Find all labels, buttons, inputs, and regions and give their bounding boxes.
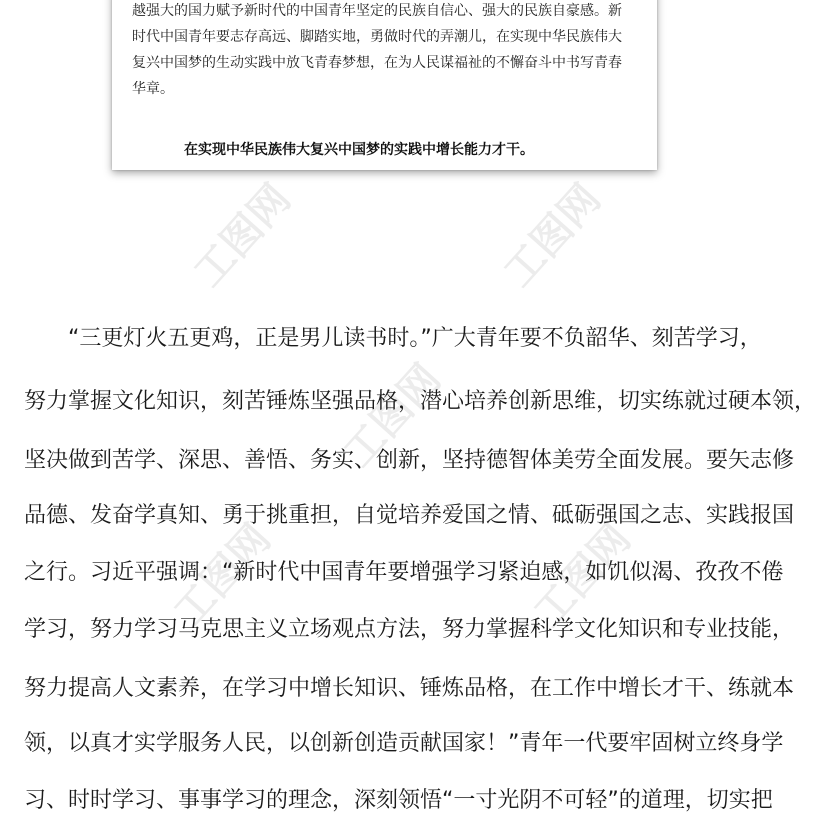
watermark: 工图网 xyxy=(525,515,640,636)
card-line-4: 华章。 xyxy=(132,81,174,97)
document-card xyxy=(112,0,657,170)
watermark: 工图网 xyxy=(495,175,610,296)
body-line-6: 学习，努力学习马克思主义立场观点方法，努力掌握科学文化知识和专业技能， xyxy=(24,617,795,642)
card-line-3: 复兴中国梦的生动实践中放飞青春梦想，在为人民谋福祉的不懈奋斗中书写青春 xyxy=(132,55,622,71)
body-line-5: 之行。习近平强调：“新时代中国青年要增强学习紧迫感，如饥似渴、孜孜不倦 xyxy=(24,560,784,585)
card-section-heading: 在实现中华民族伟大复兴中国梦的实践中增长能力才干。 xyxy=(184,142,534,158)
watermark: 工图网 xyxy=(185,175,300,296)
card-paragraph xyxy=(132,0,647,102)
body-line-7: 努力提高人文素养，在学习中增长知识、锤炼品格，在工作中增长才干、练就本 xyxy=(24,676,795,701)
card-line-2: 时代中国青年要志存高远、脚踏实地，勇做时代的弄潮儿，在实现中华民族伟大 xyxy=(132,29,622,45)
body-line-8: 领，以真才实学服务人民，以创新创造贡献国家！”青年一代要牢固树立终身学 xyxy=(24,731,784,756)
body-line-2: 努力掌握文化知识，刻苦锤炼坚强品格，潜心培养创新思维，切实练就过硬本领， xyxy=(24,389,816,414)
body-line-9: 习、时时学习、事事学习的理念，深刻领悟“一寸光阴不可轻”的道理，切实把 xyxy=(24,788,773,813)
body-line-3: 坚决做到苦学、深思、善悟、务实、创新，坚持德智体美劳全面发展。要矢志修 xyxy=(24,448,795,473)
card-line-1: 越强大的国力赋予新时代的中国青年坚定的民族自信心、强大的民族自豪感。新 xyxy=(132,3,622,19)
body-line-4: 品德、发奋学真知、勇于挑重担，自觉培养爱国之情、砥砺强国之志、实践报国 xyxy=(24,503,795,528)
body-line-1: “三更灯火五更鸡，正是男儿读书时。”广大青年要不负韶华、刻苦学习， xyxy=(68,326,762,351)
watermark: 工图网 xyxy=(165,515,280,636)
watermark: 工图网 xyxy=(335,355,450,476)
